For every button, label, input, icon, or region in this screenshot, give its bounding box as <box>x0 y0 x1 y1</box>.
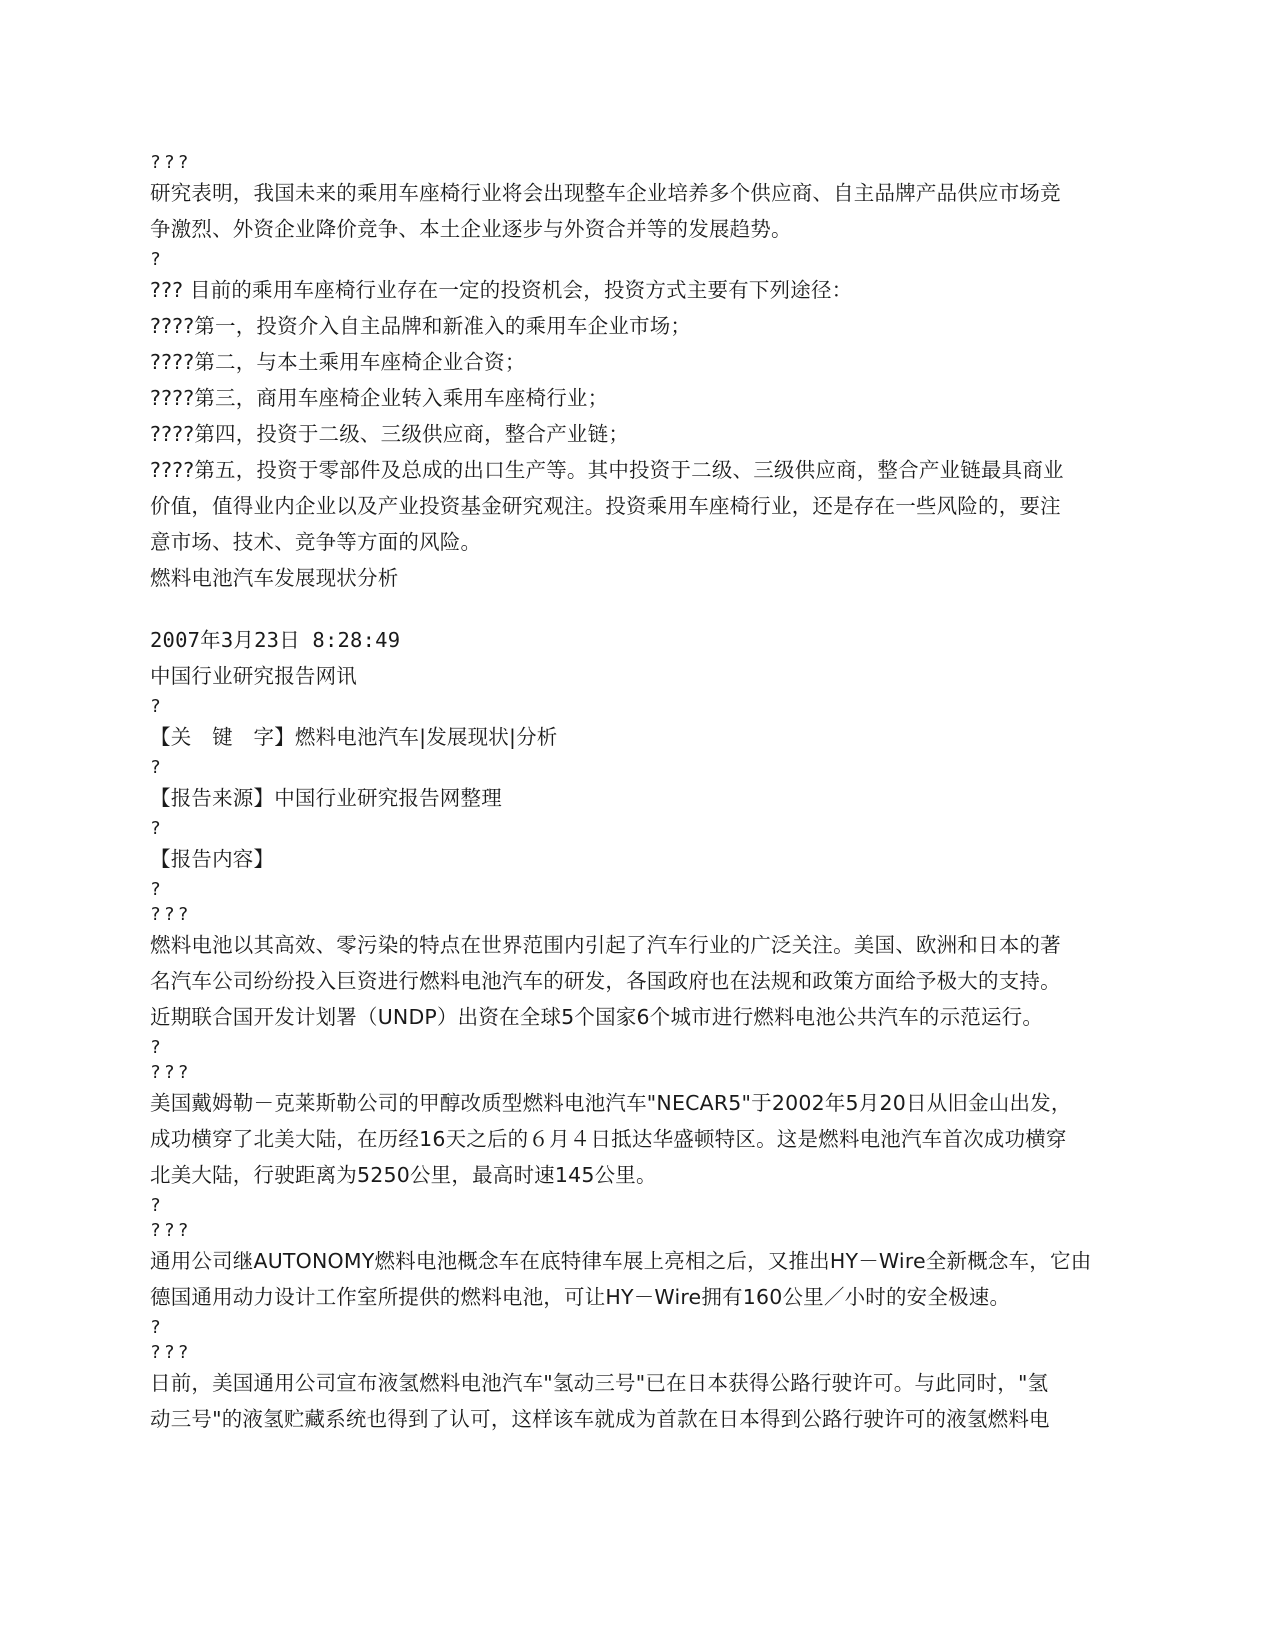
text-line: 名汽车公司纷纷投入巨资进行燃料电池汽车的研发，各国政府也在法规和政策方面给予极大的支持。 <box>150 969 1061 993</box>
text-line: ? <box>150 696 164 717</box>
text-line: ????第一，投资介入自主品牌和新准入的乘用车企业市场； <box>150 314 692 338</box>
text-line: 研究表明，我国未来的乘用车座椅行业将会出现整车企业培养多个供应商、自主品牌产品供应市场竞 <box>150 181 1061 205</box>
text-line: 北美大陆，行驶距离为5250公里，最高时速145公里。 <box>150 1163 657 1187</box>
report-content-heading: 【报告内容】 <box>150 847 275 871</box>
text-line: ? <box>150 249 164 270</box>
text-line: ??? 目前的乘用车座椅行业存在一定的投资机会，投资方式主要有下列途径： <box>150 278 853 302</box>
text-line: ??? <box>150 1062 192 1083</box>
document-page <box>150 150 1125 1437</box>
article-source: 中国行业研究报告网讯 <box>150 664 357 688</box>
text-line: 意市场、技术、竞争等方面的风险。 <box>150 530 482 554</box>
text-line: 价值，值得业内企业以及产业投资基金研究观注。投资乘用车座椅行业，还是存在一些风险的，要注 <box>150 494 1061 518</box>
text-line: 日前，美国通用公司宣布液氢燃料电池汽车"氢动三号"已在日本获得公路行驶许可。与此同时，"氢 <box>150 1371 1049 1395</box>
keywords-line: 【关 键 字】燃料电池汽车|发展现状|分析 <box>150 725 558 749</box>
report-source-line: 【报告来源】中国行业研究报告网整理 <box>150 786 502 810</box>
text-line: ????第五，投资于零部件及总成的出口生产等。其中投资于二级、三级供应商，整合产业链最具商业 <box>150 458 1064 482</box>
text-line: ? <box>150 757 164 778</box>
text-line: ????第三，商用车座椅企业转入乘用车座椅行业； <box>150 386 609 410</box>
text-line: ? <box>150 1317 164 1338</box>
text-line: 动三号"的液氢贮藏系统也得到了认可，这样该车就成为首款在日本得到公路行驶许可的液氢燃料电 <box>150 1407 1050 1431</box>
spacer <box>150 596 1125 622</box>
text-line: 德国通用动力设计工作室所提供的燃料电池，可让HY－Wire拥有160公里／小时的安全极速。 <box>150 1285 1011 1309</box>
text-line: ? <box>150 818 164 839</box>
text-line: 燃料电池以其高效、零污染的特点在世界范围内引起了汽车行业的广泛关注。美国、欧洲和日本的著 <box>150 933 1061 957</box>
text-line: ??? <box>150 904 192 925</box>
text-line: ? <box>150 879 164 900</box>
text-line: ??? <box>150 1220 192 1241</box>
text-line: ??? <box>150 1342 192 1363</box>
text-line: 近期联合国开发计划署（UNDP）出资在全球5个国家6个城市进行燃料电池公共汽车的示范运行。 <box>150 1005 1044 1029</box>
text-line: 通用公司继AUTONOMY燃料电池概念车在底特律车展上亮相之后，又推出HY－Wire全新概念车，它由 <box>150 1249 1092 1273</box>
text-line: 成功横穿了北美大陆，在历经16天之后的６月４日抵达华盛顿特区。这是燃料电池汽车首次成功横穿 <box>150 1127 1067 1151</box>
text-line: ? <box>150 1195 164 1216</box>
article-title: 燃料电池汽车发展现状分析 <box>150 566 399 590</box>
text-line: ??? <box>150 152 192 173</box>
text-line: ????第四，投资于二级、三级供应商，整合产业链； <box>150 422 630 446</box>
text-line: ????第二，与本土乘用车座椅企业合资； <box>150 350 526 374</box>
text-line: 美国戴姆勒－克莱斯勒公司的甲醇改质型燃料电池汽车"NECAR5"于2002年5月20日从旧金山出发， <box>150 1091 1072 1115</box>
text-line: ? <box>150 1037 164 1058</box>
text-line: 争激烈、外资企业降价竞争、本土企业逐步与外资合并等的发展趋势。 <box>150 217 792 241</box>
article-date: 2007年3月23日 8:28:49 <box>150 628 401 652</box>
